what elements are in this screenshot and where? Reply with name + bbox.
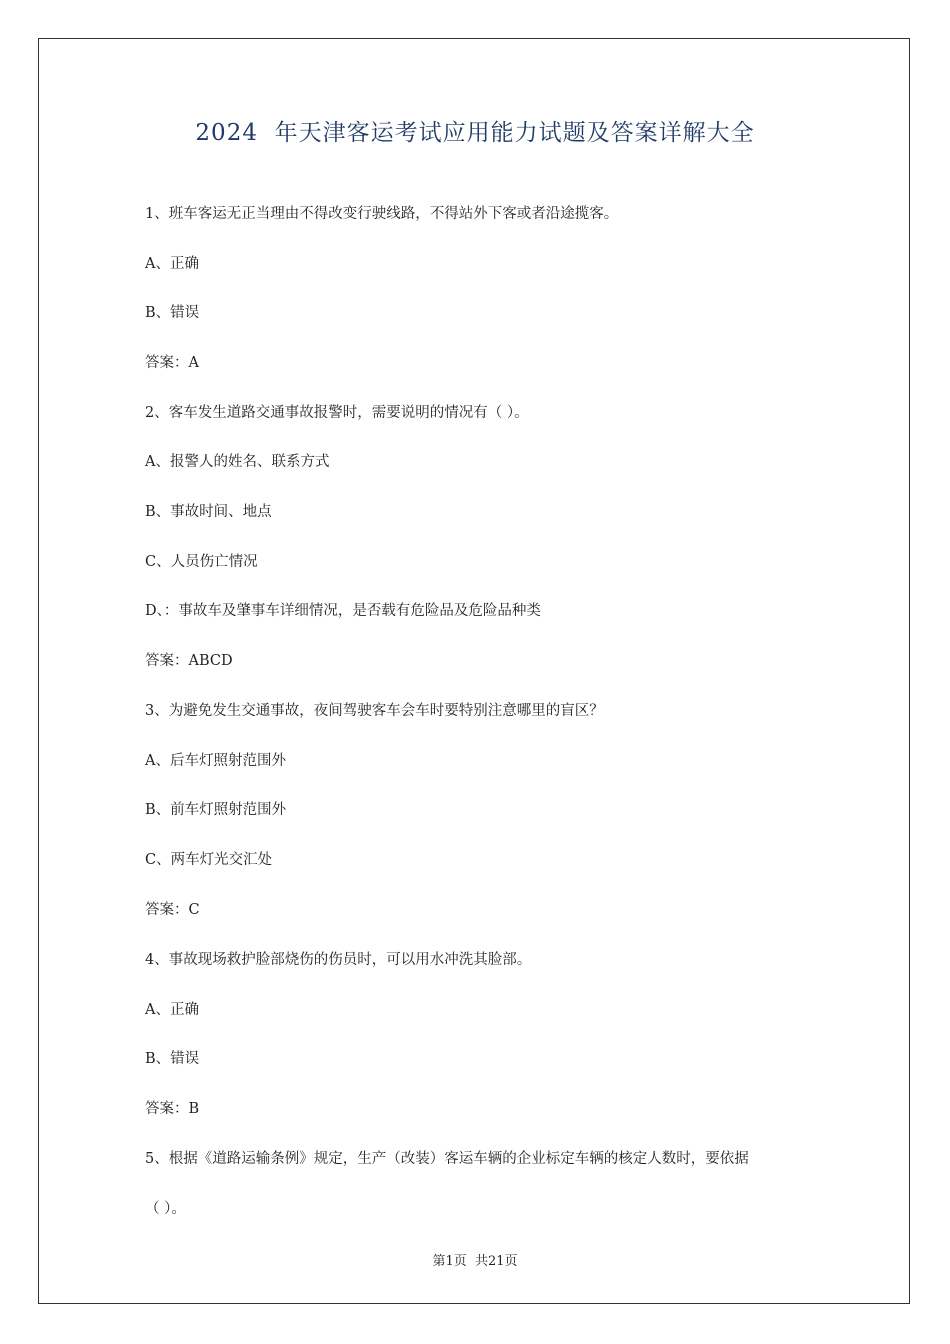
question-5-text-continued: （ ）。 — [145, 1201, 186, 1217]
question-4-answer: 答案：B — [145, 1101, 200, 1117]
question-4-option-b: B、错误 — [145, 1051, 200, 1067]
question-1-option-a: A、正确 — [145, 256, 199, 272]
question-4-option-a: A、正确 — [145, 1002, 199, 1018]
question-1-option-b: B、错误 — [145, 305, 200, 321]
question-3-option-a: A、后车灯照射范围外 — [145, 753, 286, 769]
question-4-text: 4、事故现场救护脸部烧伤的伤员时，可以用水冲洗其脸部。 — [145, 952, 532, 968]
question-2-option-a: A、报警人的姓名、联系方式 — [145, 454, 330, 470]
question-5-text: 5、根据《道路运输条例》规定，生产（改装）客运车辆的企业标定车辆的核定人数时，要依据 — [145, 1151, 749, 1167]
question-3-option-b: B、前车灯照射范围外 — [145, 802, 287, 818]
question-2-option-c: C、人员伤亡情况 — [145, 554, 258, 570]
document-title: 2024 年天津客运考试应用能力试题及答案详解大全 — [195, 120, 755, 146]
question-2-option-d: D、：事故车及肇事车详细情况，是否载有危险品及危险品种类 — [145, 603, 541, 619]
question-3-option-c: C、两车灯光交汇处 — [145, 852, 273, 868]
question-3-answer: 答案：C — [145, 902, 200, 918]
page-number-footer: 第1页 共21页 — [432, 1254, 518, 1269]
question-1-answer: 答案：A — [145, 355, 199, 371]
question-3-text: 3、为避免发生交通事故，夜间驾驶客车会车时要特别注意哪里的盲区？ — [145, 703, 604, 719]
question-2-answer: 答案：ABCD — [145, 653, 233, 669]
question-2-option-b: B、事故时间、地点 — [145, 504, 272, 520]
question-1-text: 1、班车客运无正当理由不得改变行驶线路，不得站外下客或者沿途揽客。 — [145, 206, 619, 222]
question-2-text: 2、客车发生道路交通事故报警时，需要说明的情况有（ ）。 — [145, 405, 529, 421]
